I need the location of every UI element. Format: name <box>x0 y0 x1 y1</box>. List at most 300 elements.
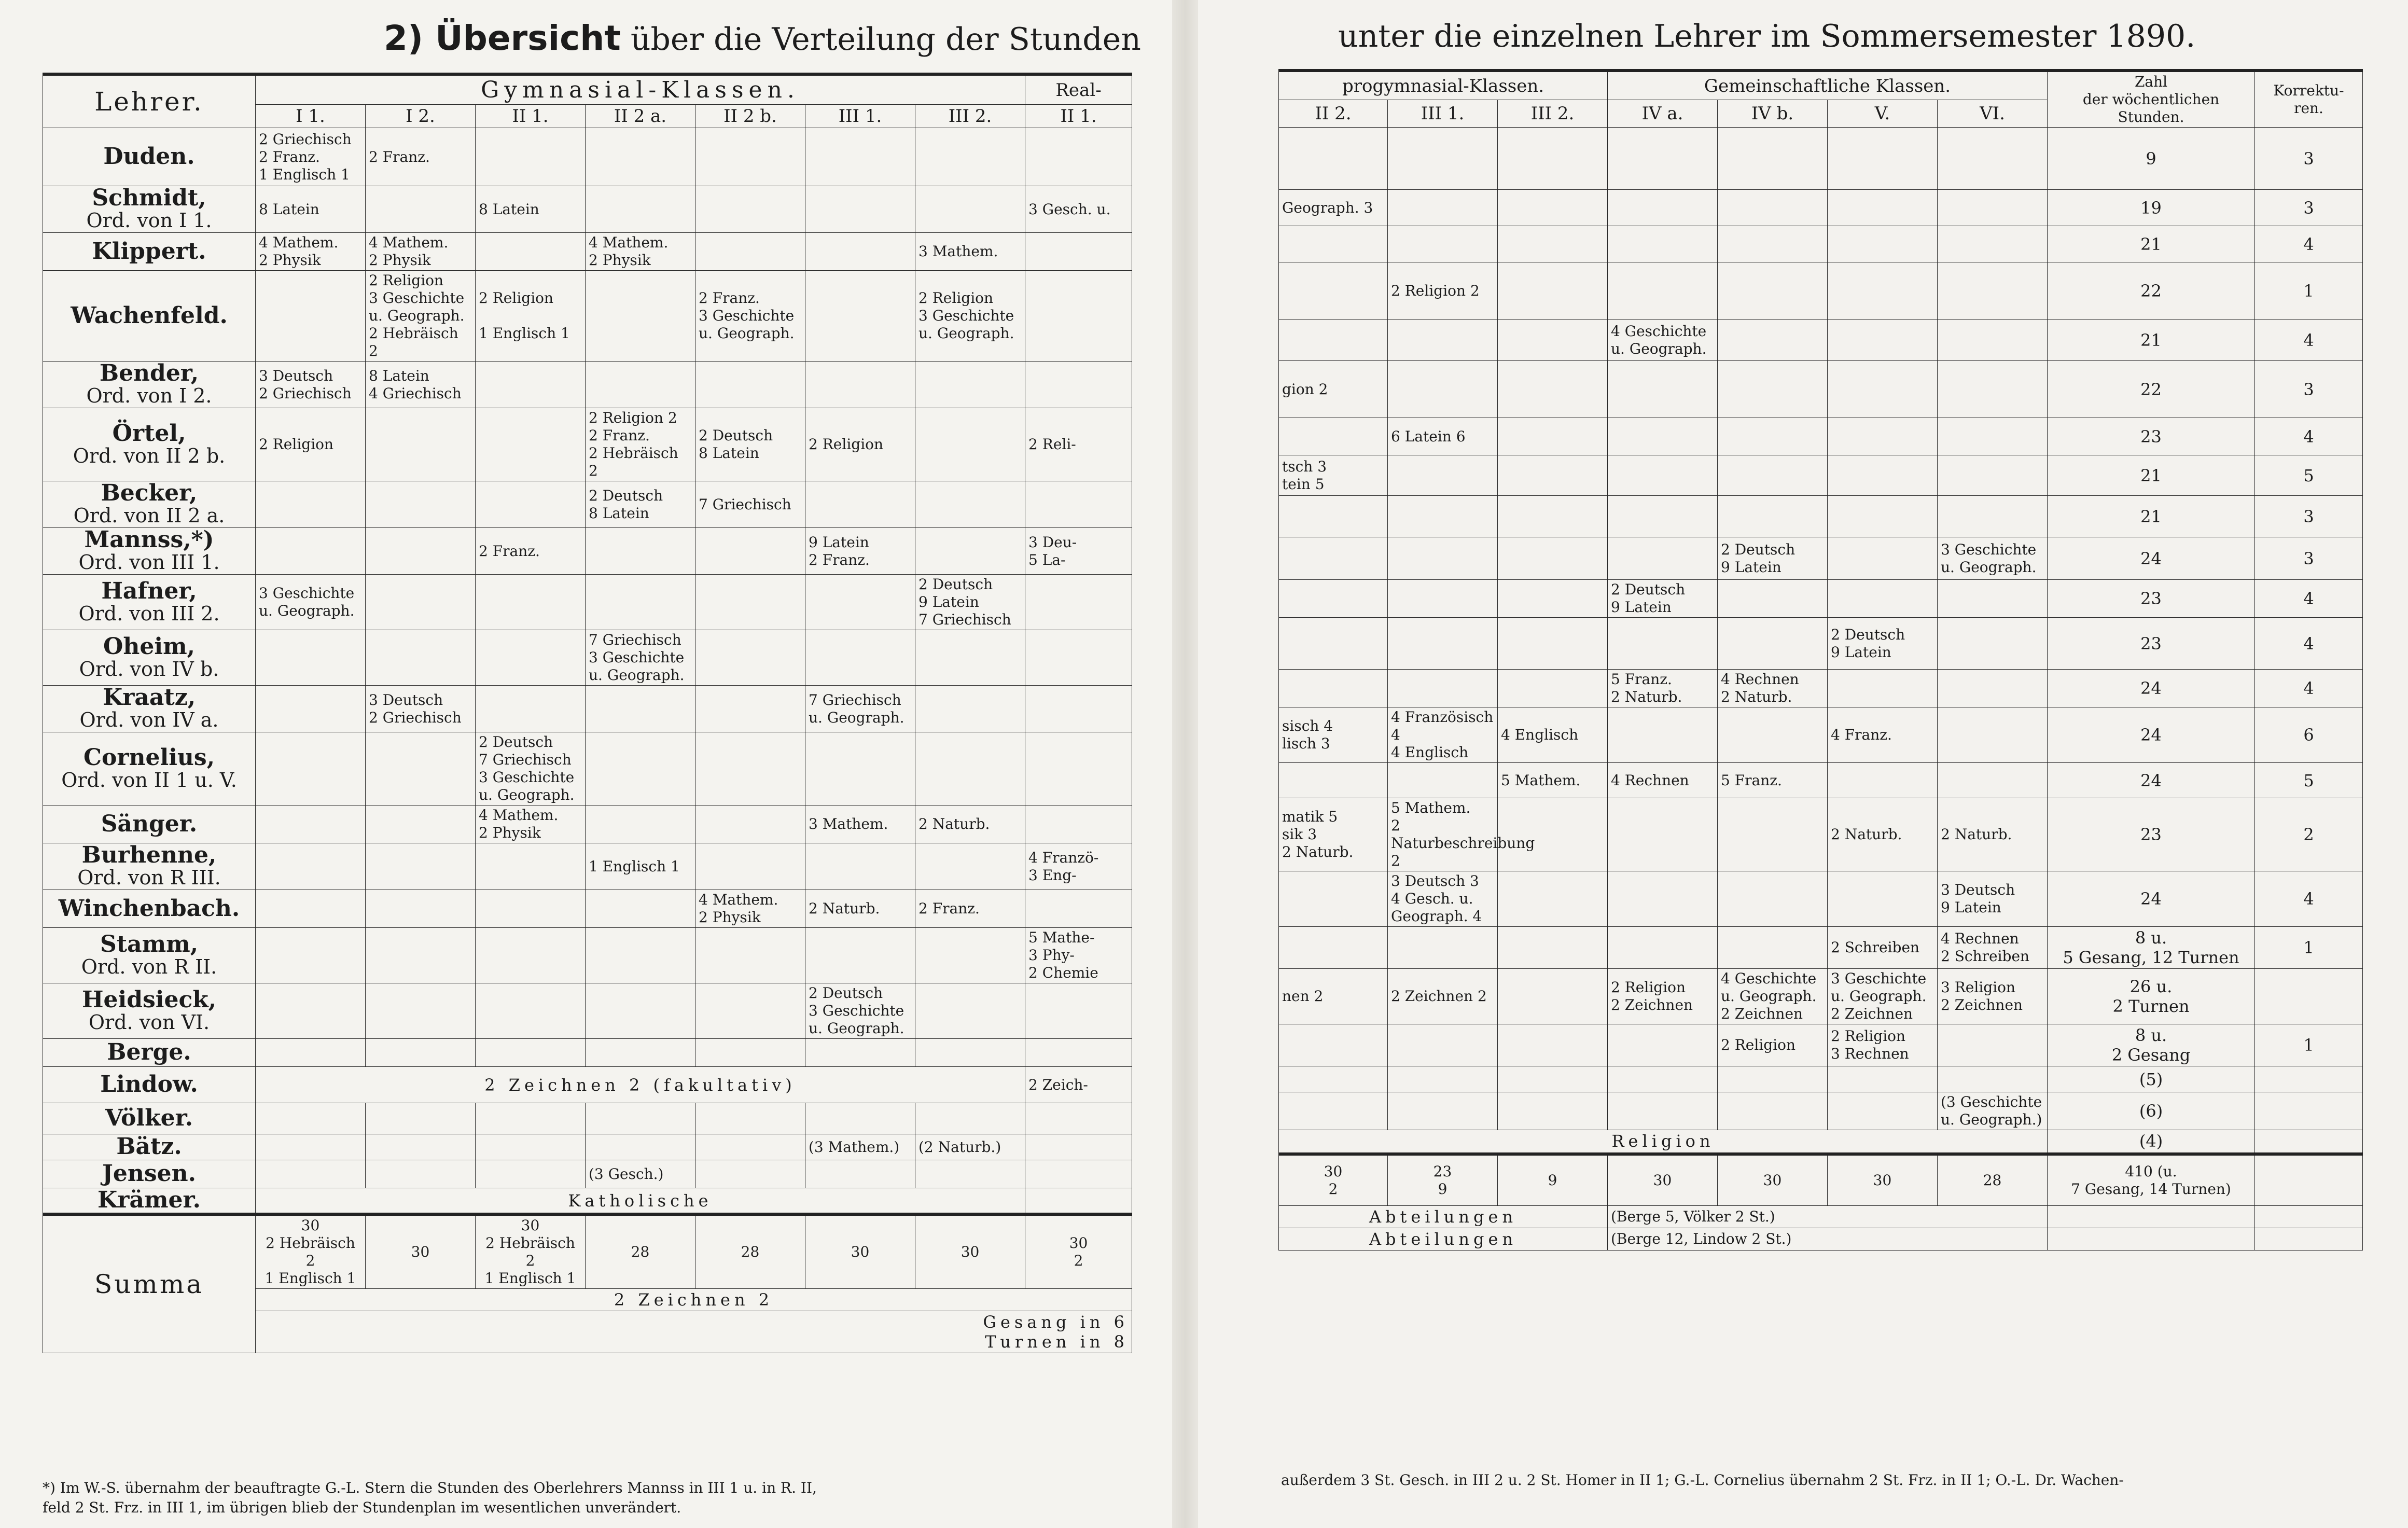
schedule-cell <box>805 271 915 362</box>
teacher-row <box>43 271 1132 362</box>
schedule-cell <box>256 481 366 528</box>
teacher-row <box>43 528 1132 575</box>
schedule-cell <box>1498 128 1608 190</box>
schedule-cell <box>586 1103 695 1134</box>
real-group-header: Real- <box>1025 74 1132 105</box>
schedule-cell: 4 Mathem. 2 Physik <box>695 890 805 928</box>
schedule-cell <box>1938 262 2048 320</box>
schedule-cell: 2 Religion 1 Englisch 1 <box>476 271 586 362</box>
teacher-name: Hafner, <box>101 577 197 604</box>
zahl-cell: (6) <box>2048 1092 2255 1130</box>
schedule-cell: 4 Mathem. 2 Physik <box>256 233 366 271</box>
gemein-group-header: Gemeinschaftliche Klassen. <box>1608 71 2048 100</box>
teacher-name: Völker. <box>105 1105 193 1131</box>
teacher-cell <box>43 630 256 686</box>
schedule-cell <box>1279 226 1388 262</box>
summa-cell <box>1608 1154 1718 1206</box>
schedule-cell <box>1718 1092 1828 1130</box>
schedule-cell <box>1828 496 1938 537</box>
teacher-row <box>43 1039 1132 1067</box>
teacher-cell <box>43 233 256 271</box>
teacher-cell <box>43 362 256 408</box>
right-group-header-row <box>1279 71 2363 100</box>
schedule-cell <box>915 686 1025 732</box>
teacher-row <box>43 1188 1132 1215</box>
teacher-cell <box>43 983 256 1039</box>
schedule-cell <box>476 233 586 271</box>
schedule-cell <box>915 186 1025 233</box>
schedule-cell <box>1498 537 1608 580</box>
schedule-cell <box>1938 707 2048 763</box>
schedule-cell <box>476 1103 586 1134</box>
teacher-row <box>43 843 1132 890</box>
teacher-row <box>43 186 1132 233</box>
schedule-cell <box>695 186 805 233</box>
schedule-cell <box>1025 686 1132 732</box>
summa-num: 23 <box>1433 1162 1452 1180</box>
schedule-cell <box>1828 670 1938 707</box>
schedule-cell <box>256 1134 366 1160</box>
class-header: IV a. <box>1608 100 1718 128</box>
schedule-cell <box>1498 969 1608 1024</box>
schedule-cell <box>1938 763 2048 798</box>
schedule-cell <box>1279 618 1388 670</box>
schedule-cell <box>1608 262 1718 320</box>
teacher-row <box>43 686 1132 732</box>
schedule-cell <box>1828 320 1938 361</box>
schedule-cell: 2 Deutsch 7 Griechisch 3 Geschichte u. Geograph. <box>476 732 586 805</box>
summa-num: 28 <box>631 1243 650 1260</box>
turnen: Turnen in 8 <box>985 1332 1129 1352</box>
zahl-cell: 23 <box>2048 798 2255 871</box>
schedule-cell: 2 Religion 3 Rechnen <box>1828 1024 1938 1066</box>
schedule-cell <box>1388 226 1498 262</box>
schedule-cell <box>1388 1024 1498 1066</box>
right-row <box>1279 1092 2363 1130</box>
schedule-cell <box>476 481 586 528</box>
summa-cell <box>256 1214 366 1289</box>
schedule-cell: 3 Deutsch 3 4 Gesch. u. Geograph. 4 <box>1388 871 1498 927</box>
schedule-cell <box>1388 580 1498 618</box>
schedule-cell <box>1279 871 1388 927</box>
schedule-cell <box>695 843 805 890</box>
teacher-cell <box>43 528 256 575</box>
teacher-cell <box>43 1039 256 1067</box>
summa-num: 30 <box>851 1243 870 1260</box>
schedule-cell <box>1498 190 1608 226</box>
zahl-cell: 24 <box>2048 763 2255 798</box>
right-footnote: außerdem 3 St. Gesch. in III 2 u. 2 St. Homer in II 1; G.-L. Cornelius übernahm 2 St. Frz. in II 1; O.-L. Dr. Wachen- <box>1281 1471 2124 1489</box>
schedule-cell: Geograph. 3 <box>1279 190 1388 226</box>
empty-cell <box>2255 1206 2363 1228</box>
korrektur-cell: 4 <box>2255 580 2363 618</box>
class-header: III 1. <box>805 105 915 128</box>
right-row <box>1279 798 2363 871</box>
schedule-cell <box>1718 190 1828 226</box>
schedule-cell: 8 Latein <box>476 186 586 233</box>
schedule-cell <box>1828 262 1938 320</box>
schedule-cell <box>1025 1160 1132 1188</box>
schedule-cell <box>1608 418 1718 455</box>
schedule-cell: 5 Mathem. <box>1498 763 1608 798</box>
schedule-cell <box>1498 262 1608 320</box>
schedule-cell: 2 Naturb. <box>805 890 915 928</box>
zahl-cell: (5) <box>2048 1066 2255 1092</box>
right-row <box>1279 496 2363 537</box>
schedule-cell: 6 Latein 6 <box>1388 418 1498 455</box>
schedule-cell <box>476 686 586 732</box>
schedule-cell: 4 Französisch 4 4 Englisch <box>1388 707 1498 763</box>
schedule-cell <box>1498 418 1608 455</box>
schedule-cell: nen 2 <box>1279 969 1388 1024</box>
schedule-cell <box>1025 128 1132 186</box>
schedule-cell <box>1279 320 1388 361</box>
right-row <box>1279 927 2363 969</box>
schedule-cell <box>366 186 476 233</box>
summa-num: 30 <box>1069 1234 1088 1252</box>
schedule-cell <box>695 528 805 575</box>
schedule-cell <box>1498 1066 1608 1092</box>
teacher-row <box>43 1160 1132 1188</box>
schedule-cell <box>256 983 366 1039</box>
schedule-cell <box>915 528 1025 575</box>
schedule-cell <box>695 1039 805 1067</box>
schedule-cell: 2 Naturb. <box>1938 798 2048 871</box>
schedule-cell <box>1498 496 1608 537</box>
progym-group-header: progymnasial-Klassen. <box>1279 71 1608 100</box>
teacher-row <box>43 408 1132 481</box>
schedule-cell <box>1498 226 1608 262</box>
schedule-cell <box>1938 670 2048 707</box>
korrektur-cell: 5 <box>2255 455 2363 496</box>
schedule-cell <box>366 843 476 890</box>
schedule-cell <box>805 1039 915 1067</box>
schedule-cell <box>915 843 1025 890</box>
schedule-cell <box>1025 362 1132 408</box>
schedule-cell <box>1828 763 1938 798</box>
schedule-cell <box>366 983 476 1039</box>
right-row <box>1279 128 2363 190</box>
korrektur-cell: 4 <box>2255 418 2363 455</box>
zahl-cell: 19 <box>2048 190 2255 226</box>
korrektur-cell: 6 <box>2255 707 2363 763</box>
teacher-cell <box>43 481 256 528</box>
right-row <box>1279 1066 2363 1092</box>
schedule-cell <box>586 528 695 575</box>
schedule-cell <box>915 362 1025 408</box>
teacher-name: Bender, <box>99 360 199 386</box>
schedule-cell: 3 Deu- 5 La- <box>1025 528 1132 575</box>
right-row <box>1279 763 2363 798</box>
empty-cell <box>2048 1228 2255 1251</box>
schedule-cell <box>1498 871 1608 927</box>
schedule-cell <box>586 732 695 805</box>
right-abteilungen-row-1 <box>1279 1206 2363 1228</box>
schedule-cell <box>695 128 805 186</box>
schedule-cell <box>695 983 805 1039</box>
schedule-cell <box>695 575 805 630</box>
teacher-name: Mannss,*) <box>84 526 214 553</box>
schedule-cell <box>1608 798 1718 871</box>
teacher-ordinarius: Ord. von R III. <box>77 866 221 889</box>
schedule-cell <box>256 732 366 805</box>
schedule-cell: 2 Deutsch 8 Latein <box>586 481 695 528</box>
schedule-cell <box>476 983 586 1039</box>
right-row <box>1279 1024 2363 1066</box>
schedule-cell: 7 Griechisch u. Geograph. <box>805 686 915 732</box>
schedule-cell <box>695 1160 805 1188</box>
teacher-ordinarius: Ord. von II 1 u. V. <box>61 768 237 791</box>
schedule-cell <box>366 630 476 686</box>
right-row <box>1279 320 2363 361</box>
schedule-cell <box>1828 455 1938 496</box>
schedule-cell <box>1938 128 2048 190</box>
schedule-cell <box>476 1160 586 1188</box>
abteilungen-1-note: (Berge 5, Völker 2 St.) <box>1608 1206 2048 1228</box>
schedule-cell <box>1025 1103 1132 1134</box>
schedule-cell <box>805 1103 915 1134</box>
schedule-cell <box>805 233 915 271</box>
right-title: unter die einzelnen Lehrer im Sommersemester 1890. <box>1338 18 2196 54</box>
empty-cell <box>2255 1228 2363 1251</box>
left-group-header-row <box>43 74 1132 105</box>
schedule-cell: 2 Religion <box>256 408 366 481</box>
schedule-cell <box>695 686 805 732</box>
right-table-body <box>1279 128 2363 1154</box>
schedule-cell <box>366 1103 476 1134</box>
schedule-cell: 2 Religion 2 2 Franz. 2 Hebräisch 2 <box>586 408 695 481</box>
book-gutter <box>1172 0 1198 1528</box>
right-row <box>1279 361 2363 418</box>
right-abteilungen-row-2 <box>1279 1228 2363 1251</box>
right-row <box>1279 670 2363 707</box>
schedule-cell <box>256 528 366 575</box>
schedule-cell <box>1718 1066 1828 1092</box>
schedule-cell <box>476 928 586 983</box>
title-bold: 2) Übersicht <box>384 18 621 58</box>
teacher-row <box>43 805 1132 843</box>
schedule-cell <box>366 575 476 630</box>
teacher-cell <box>43 186 256 233</box>
schedule-cell <box>805 630 915 686</box>
schedule-cell <box>1828 1066 1938 1092</box>
summa-korr <box>2255 1154 2363 1206</box>
schedule-cell: 2 Religion <box>1718 1024 1828 1066</box>
schedule-cell <box>1498 361 1608 418</box>
zahl-cell: 22 <box>2048 361 2255 418</box>
korr-header: Korrektu- ren. <box>2255 71 2363 128</box>
teacher-ordinarius: Ord. von VI. <box>88 1010 210 1034</box>
schedule-cell: 2 Schreiben <box>1828 927 1938 969</box>
schedule-cell <box>1498 1024 1608 1066</box>
schedule-cell <box>1828 537 1938 580</box>
schedule-cell <box>1608 361 1718 418</box>
teacher-ordinarius: Ord. von I 1. <box>86 209 212 232</box>
schedule-cell: 4 Geschichte u. Geograph. <box>1608 320 1718 361</box>
schedule-cell <box>1025 1039 1132 1067</box>
zahl-cell: 24 <box>2048 537 2255 580</box>
schedule-cell <box>366 890 476 928</box>
teacher-cell <box>43 1103 256 1134</box>
schedule-cell <box>366 732 476 805</box>
teacher-row <box>43 481 1132 528</box>
schedule-cell <box>1025 805 1132 843</box>
summa-cell <box>1718 1154 1828 1206</box>
gymnasial-group-header: Gymnasial-Klassen. <box>256 74 1025 105</box>
korrektur-cell: 1 <box>2255 1024 2363 1066</box>
schedule-cell <box>805 732 915 805</box>
schedule-cell <box>586 983 695 1039</box>
schedule-cell <box>366 1039 476 1067</box>
schedule-cell: 7 Griechisch 3 Geschichte u. Geograph. <box>586 630 695 686</box>
korrektur-cell: 2 <box>2255 798 2363 871</box>
schedule-cell <box>1388 320 1498 361</box>
schedule-cell <box>1718 496 1828 537</box>
schedule-cell <box>1388 1066 1498 1092</box>
teacher-name: Jensen. <box>102 1160 196 1187</box>
schedule-cell <box>1608 128 1718 190</box>
teacher-name: Sänger. <box>101 810 198 837</box>
schedule-cell <box>586 186 695 233</box>
schedule-cell <box>1498 455 1608 496</box>
schedule-cell <box>915 1039 1025 1067</box>
summa-note: 2 <box>1328 1180 1338 1198</box>
summa-total: 410 (u. 7 Gesang, 14 Turnen) <box>2048 1154 2255 1206</box>
schedule-cell: 5 Franz. 2 Naturb. <box>1608 670 1718 707</box>
schedule-cell: 2 Deutsch 9 Latein <box>1608 580 1718 618</box>
teacher-name: Krämer. <box>98 1187 201 1213</box>
schedule-cell <box>1279 496 1388 537</box>
schedule-cell <box>1498 580 1608 618</box>
teacher-name: Wachenfeld. <box>71 302 228 329</box>
schedule-cell: (2 Naturb.) <box>915 1134 1025 1160</box>
schedule-cell: 2 Religion 2 <box>1388 262 1498 320</box>
left-title <box>384 18 1141 58</box>
schedule-cell <box>1938 580 2048 618</box>
summa-num: 30 <box>961 1243 980 1260</box>
schedule-cell <box>476 630 586 686</box>
summa-cell <box>805 1214 915 1289</box>
schedule-cell: 2 Zeich- <box>1025 1067 1132 1103</box>
gesang-turnen <box>256 1311 1132 1353</box>
schedule-cell <box>1828 1092 1938 1130</box>
schedule-cell <box>915 983 1025 1039</box>
class-header: II 1. <box>1025 105 1132 128</box>
schedule-cell: 2 Deutsch 9 Latein <box>1718 537 1828 580</box>
zahl-cell: 24 <box>2048 707 2255 763</box>
right-summa-row <box>1279 1154 2363 1206</box>
teacher-name: Klippert. <box>92 238 206 265</box>
class-header: II 2 b. <box>695 105 805 128</box>
summa-cell <box>1938 1154 2048 1206</box>
schedule-cell <box>805 362 915 408</box>
schedule-cell <box>1608 190 1718 226</box>
schedule-cell <box>1025 1134 1132 1160</box>
korrektur-cell: 1 <box>2255 927 2363 969</box>
schedule-cell <box>1938 418 2048 455</box>
schedule-cell <box>1608 1024 1718 1066</box>
korrektur-cell: 4 <box>2255 670 2363 707</box>
schedule-cell <box>586 890 695 928</box>
summa-num: 28 <box>1983 1171 2002 1189</box>
right-row <box>1279 580 2363 618</box>
teacher-row <box>43 362 1132 408</box>
zahl-cell: 8 u. 5 Gesang, 12 Turnen <box>2048 927 2255 969</box>
schedule-cell <box>695 362 805 408</box>
teacher-ordinarius: Ord. von II 2 b. <box>73 444 226 467</box>
teacher-row <box>43 928 1132 983</box>
summa-num: 30 <box>411 1243 430 1260</box>
schedule-cell: 3 Gesch. u. <box>1025 186 1132 233</box>
teacher-row <box>43 1103 1132 1134</box>
schedule-cell: 5 Mathem. 2 Naturbeschreibung 2 <box>1388 798 1498 871</box>
teacher-row <box>43 630 1132 686</box>
summa-cell <box>1828 1154 1938 1206</box>
schedule-cell <box>1938 226 2048 262</box>
summa-num: 30 <box>1653 1171 1672 1189</box>
class-header: IV b. <box>1718 100 1828 128</box>
schedule-cell <box>1938 455 2048 496</box>
schedule-cell: 8 Latein <box>256 186 366 233</box>
schedule-cell <box>1828 871 1938 927</box>
teacher-ordinarius: Ord. von IV b. <box>79 657 219 680</box>
schedule-cell <box>476 128 586 186</box>
schedule-cell <box>915 732 1025 805</box>
schedule-cell <box>1718 871 1828 927</box>
zahl-cell: (4) <box>2048 1130 2255 1154</box>
schedule-cell <box>1608 871 1718 927</box>
teacher-cell <box>43 732 256 805</box>
zahl-cell: 21 <box>2048 320 2255 361</box>
schedule-cell <box>1718 320 1828 361</box>
schedule-cell <box>586 1134 695 1160</box>
schedule-cell <box>256 805 366 843</box>
schedule-cell <box>1388 763 1498 798</box>
class-header: III 2. <box>915 105 1025 128</box>
schedule-cell: 4 Rechnen 2 Schreiben <box>1938 927 2048 969</box>
teacher-name: Duden. <box>103 143 195 170</box>
teacher-name: Schmidt, <box>92 185 206 211</box>
schedule-cell <box>366 928 476 983</box>
schedule-cell <box>1025 630 1132 686</box>
schedule-cell: 3 Deutsch 2 Griechisch <box>366 686 476 732</box>
schedule-cell: 2 Franz. <box>476 528 586 575</box>
teacher-name: Stamm, <box>100 930 199 957</box>
schedule-cell <box>1828 128 1938 190</box>
korrektur-cell <box>2255 1066 2363 1092</box>
schedule-cell: gion 2 <box>1279 361 1388 418</box>
schedule-cell: 4 Englisch <box>1498 707 1608 763</box>
right-row <box>1279 190 2363 226</box>
korrektur-cell: 4 <box>2255 871 2363 927</box>
schedule-cell <box>1718 455 1828 496</box>
schedule-cell <box>256 271 366 362</box>
schedule-cell: 2 Religion 2 Zeichnen <box>1608 969 1718 1024</box>
schedule-cell <box>915 1160 1025 1188</box>
class-header: V. <box>1828 100 1938 128</box>
teacher-row <box>43 233 1132 271</box>
schedule-cell <box>366 805 476 843</box>
teacher-cell <box>43 1134 256 1160</box>
schedule-cell: 3 Geschichte u. Geograph. 2 Zeichnen <box>1828 969 1938 1024</box>
schedule-cell <box>1025 983 1132 1039</box>
schedule-cell <box>1498 1092 1608 1130</box>
schedule-cell <box>1828 361 1938 418</box>
schedule-cell <box>1279 262 1388 320</box>
zahl-cell: 23 <box>2048 418 2255 455</box>
schedule-cell <box>1279 537 1388 580</box>
schedule-cell <box>1718 927 1828 969</box>
